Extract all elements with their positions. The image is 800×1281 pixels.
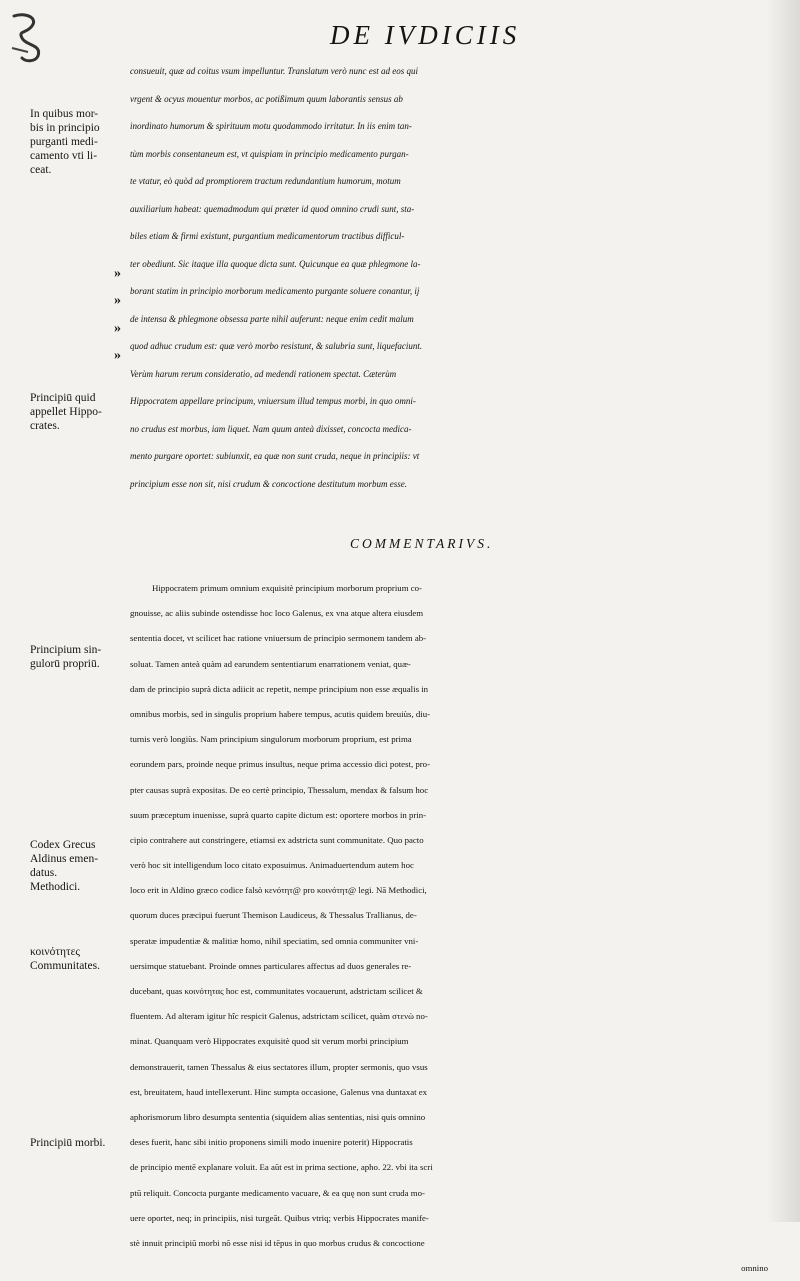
side-note-line: bis in principio — [30, 122, 100, 134]
side-note-line: In quibus mor- — [30, 108, 99, 120]
side-note-line: Codex Grecus — [30, 839, 96, 851]
text-line: dam de principio suprà dicta adiicit ac repetit, nempe principium non esse æqualis in — [130, 683, 429, 694]
text-line: Hippocratem primum omnium exquisitè principium morborum proprium co- — [152, 583, 422, 593]
side-note-line: κοινότητες — [30, 946, 80, 958]
side-note-6 — [30, 1136, 105, 1150]
text-line: speratæ impudentiæ & malitiæ homo, nihil speciatim, sed omnia communiter vni- — [130, 935, 419, 946]
text-line: omnibus morbis, sed in singulis proprium habere tempus, acutis quidem breuiùs, diu- — [130, 708, 431, 719]
text-line: cipio contrahere aut constringere, etiamsi ex adstricta sunt communitate. Quo pacto — [130, 834, 424, 845]
text-line: uersimque statuebant. Proinde omnes particulares affectus ad duos generales re- — [130, 960, 412, 971]
text-line: ptū reliquit. Concocta purgante medicamento vacuare, & ea quę non sunt cruda mo- — [130, 1187, 425, 1198]
text-line: aphorismorum libro desumpta sententia (siquidem alias sententias, nisi quis omnino — [130, 1111, 426, 1122]
text-line: consueuit, quæ ad coitus vsum impelluntur. Translatum verò nunc est ad eos qui — [130, 66, 418, 76]
text-line: Hippocratem appellare principum, vniuersum illud tempus morbi, in quo omni- — [130, 396, 416, 406]
text-line: uere oportet, neq; in principiis, nisi turgeāt. Quibus vtriq; verbis Hippocrates manife- — [130, 1212, 429, 1223]
text-line: Verùm harum rerum consideratio, ad medendi rationem spectat. Cæterùm — [130, 368, 397, 379]
side-note-line: camento vti li- — [30, 150, 98, 162]
text-line: pter causas suprà expositas. De eo certè principio, Thessalum, mendax & falsum hoc — [130, 784, 429, 795]
text-line: quod adhuc crudum est: quæ verò morbo resistunt, & salubria sunt, liquefaciunt. — [130, 341, 423, 351]
text-line: gnouisse, ac aliis subinde ostendisse hoc loco Galenus, ex vna atque altera eiusdem — [130, 608, 424, 619]
side-note-line: Communitates. — [30, 960, 100, 972]
side-note-line: appellet Hippo- — [30, 406, 102, 418]
running-head: DE IVDICIIS — [330, 20, 521, 50]
text-line: principium esse non sit, nisi crudum & concoctione destitutum morbum esse. — [130, 478, 407, 489]
text-line: eorundem pars, proinde neque primus insultus, neque prima accessio dici potest, pro- — [130, 759, 430, 770]
side-note-1 — [30, 107, 100, 177]
margin-quote-mark: » — [114, 266, 121, 281]
text-line: quorum duces præcipui fuerunt Themison Laudiceus, & Thessalus Trallianus, de- — [130, 910, 417, 921]
text-line: tùm morbis consentaneum est, vt quispiam in principio medicamento purgan- — [130, 148, 409, 159]
text-line: verò hoc sit intelligendum loco citato exposuimus. Animaduertendum autem hoc — [130, 860, 414, 871]
aphorism-text — [130, 58, 768, 498]
margin-quote-mark: » — [114, 348, 121, 363]
text-line: ducebant, quas κοινότητας hoc est, communitates vocauerunt, adstrictam scilicet & — [130, 986, 423, 996]
side-note-line: crates. — [30, 420, 60, 432]
text-line: auxiliarium habeat: quemadmodum qui præter id quod omnino crudi sunt, sta- — [130, 203, 415, 214]
text-line: demonstrauerit, tamen Thessalus & eius sectatores illum, propter sermonis, quo vsus — [130, 1061, 428, 1072]
margin-quote-mark: » — [114, 293, 121, 308]
text-line: de intensa & phlegmone obsessa parte nihil auferunt: neque enim cedit malum — [130, 313, 414, 324]
text-line: deses fuerit, hanc sibi initio proponens simili modo inuenire poterit) Hippocratis — [130, 1137, 413, 1148]
text-line: minat. Quanquam verò Hippocrates exquisitè quod sit verum morbi principium — [130, 1036, 409, 1047]
text-line: soluat. Tamen anteà quàm ad earundem sententiarum enarrationem veniat, quæ- — [130, 658, 411, 669]
catchword: omnino — [741, 1263, 768, 1274]
text-line: turnis verò longiùs. Nam principium singulorum morborum proprium, est prima — [130, 734, 412, 745]
text-line: fluentem. Ad alteram igitur hîc respicit Galenus, adstrictam scilicet, quàm στενὼ no- — [130, 1011, 428, 1022]
side-note-2 — [30, 391, 102, 433]
text-line: no crudus est morbus, iam liquet. Nam quum anteà dixisset, concocta medica- — [130, 423, 412, 434]
text-line: stè innuit principiū morbi nō esse nisi id tēpus in quo morbus crudus & concoctione — [130, 1237, 425, 1248]
text-line: loco erit in Aldino græco codice falsò κενότητ@ pro κοινότητ@ legi. Nā Methodici, — [130, 885, 427, 896]
side-note-3 — [30, 643, 101, 671]
side-note-4 — [30, 838, 98, 894]
text-line: inordinato humorum & spirituum motu quodammodo irritatur. In iis enim tan- — [130, 121, 412, 131]
text-line: biles etiam & firmi existunt, purgantium medicamentorum tractibus difficul- — [130, 231, 405, 241]
side-note-line: datus. — [30, 867, 58, 879]
side-note-line: Aldinus emen- — [30, 853, 99, 865]
side-note-line: Principiū morbi. — [30, 1137, 106, 1149]
ink-flourish-mark — [8, 8, 56, 66]
text-line: te vtatur, eò quòd ad promptiorem tractum redundantium humorum, motum — [130, 176, 401, 186]
text-line: est, breuitatem, haud intellexerunt. Hinc sumpta occasione, Galenus vna duntaxat ex — [130, 1086, 428, 1097]
side-note-line: Principium sin- — [30, 644, 102, 656]
side-note-line: Methodici. — [30, 881, 81, 893]
margin-quote-mark: » — [114, 321, 121, 336]
page-gutter-shadow — [766, 0, 800, 1222]
text-line: ter obediunt. Sic itaque illa quoque dicta sunt. Quicunque ea quæ phlegmone la- — [130, 258, 421, 269]
commentary-text — [130, 576, 768, 1281]
side-note-line: ceat. — [30, 164, 52, 176]
text-line: suum præceptum inuenisse, suprà quarto capite dictum est: oportere morbos in prin- — [130, 809, 427, 820]
side-note-line: gulorū propriū. — [30, 658, 100, 670]
text-line: sententia docet, vt scilicet hac ratione vniuersum de principio sermonem tandem ab- — [130, 633, 427, 644]
side-note-5 — [30, 945, 100, 973]
text-line: vrgent & ocyus mouentur morbos, ac potißimum quum laborantis sensus ab — [130, 93, 403, 104]
commentary-heading: COMMENTARIVS. — [350, 536, 494, 551]
text-line: mento purgare oportet: subiunxit, ea quæ non sunt cruda, neque in principiis: vt — [130, 451, 420, 461]
text-line: borant statim in principio morborum medicamento purgante soluere conantur, ij — [130, 286, 420, 296]
text-line: de principio mentē explanare voluit. Ea aūt est in prima sectione, apho. 22. vbi ita scri — [130, 1162, 433, 1173]
side-note-line: Principiū quid — [30, 392, 96, 404]
side-note-line: purganti medi- — [30, 136, 98, 148]
